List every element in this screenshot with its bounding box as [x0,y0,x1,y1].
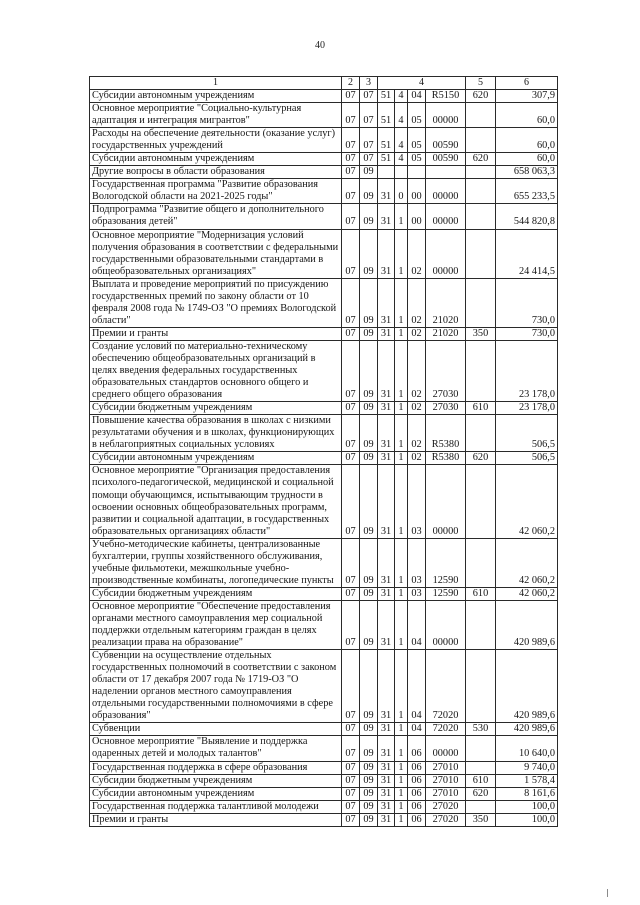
table-row [90,327,558,340]
row-code-cell: 02 [408,415,426,452]
row-code-cell: 31 [378,587,395,600]
row-code-cell: 1 [395,600,408,649]
header-col-1: 1 [90,77,342,90]
row-code-cell: 09 [360,204,378,229]
row-name-cell: Учебно-методические кабинеты, централизованные бухгалтерии, группы хозяйственного обслуживания, учебные фильмотеки, межшкольные учебно-производственные комбинаты, логопедические пункты [90,538,342,587]
table-row [90,128,558,153]
row-code-cell: 05 [408,103,426,128]
row-vr-cell: 530 [466,723,496,736]
row-name-cell: Государственная программа "Развитие образования Вологодской области на 2021-2025 годы" [90,179,342,204]
row-sum-cell: 100,0 [496,813,558,826]
row-name-cell: Повышение качества образования в школах с низкими результатами обучения и в школах, функционирующих в неблагоприятных социальных условиях [90,415,342,452]
row-code-cell: 1 [395,538,408,587]
row-name-cell: Подпрограмма "Развитие общего и дополнительного образования детей" [90,204,342,229]
row-code-cell: 51 [378,90,395,103]
row-name-cell: Другие вопросы в области образования [90,166,342,179]
row-code-cell: 07 [342,103,360,128]
table-row [90,452,558,465]
row-vr-cell: 350 [466,813,496,826]
row-code-cell: 07 [342,229,360,278]
row-code-cell: 07 [342,813,360,826]
row-code-cell: 31 [378,229,395,278]
scan-artifact-mark [607,889,608,897]
row-code-cell: 09 [360,340,378,401]
row-code-cell: 04 [408,90,426,103]
row-code-cell: 07 [342,153,360,166]
row-code-cell: 0 [395,179,408,204]
row-vr-cell [466,800,496,813]
row-code-cell: 1 [395,587,408,600]
row-sum-cell: 307,9 [496,90,558,103]
row-code-cell [378,166,395,179]
row-code-cell: 31 [378,813,395,826]
row-code-cell: 02 [408,452,426,465]
row-code-cell: 09 [360,402,378,415]
row-code-cell: 07 [342,587,360,600]
row-code-cell: 1 [395,774,408,787]
row-code-cell: 00590 [426,153,466,166]
row-code-cell: 02 [408,327,426,340]
table-row [90,787,558,800]
row-code-cell: 07 [342,340,360,401]
row-code-cell: 07 [360,103,378,128]
row-code-cell: 03 [408,538,426,587]
row-code-cell: 07 [342,452,360,465]
row-code-cell: 72020 [426,650,466,723]
table-row [90,179,558,204]
row-code-cell: 1 [395,465,408,538]
table-row [90,278,558,327]
row-code-cell: 21020 [426,278,466,327]
row-code-cell: 04 [408,600,426,649]
row-code-cell: 06 [408,787,426,800]
row-code-cell: 31 [378,402,395,415]
row-name-cell: Премии и гранты [90,327,342,340]
row-name-cell: Расходы на обеспечение деятельности (оказание услуг) государственных учреждений [90,128,342,153]
row-code-cell: 4 [395,103,408,128]
row-code-cell: 07 [360,90,378,103]
row-name-cell: Субвенции [90,723,342,736]
row-sum-cell: 655 233,5 [496,179,558,204]
row-code-cell: 00000 [426,103,466,128]
row-vr-cell [466,736,496,761]
row-name-cell: Субсидии бюджетным учреждениям [90,402,342,415]
row-code-cell: 21020 [426,327,466,340]
row-code-cell: 07 [360,128,378,153]
row-code-cell: 07 [342,179,360,204]
row-vr-cell [466,179,496,204]
row-code-cell: 05 [408,153,426,166]
row-vr-cell [466,166,496,179]
row-vr-cell: 610 [466,587,496,600]
row-code-cell: 07 [342,204,360,229]
row-code-cell: 09 [360,761,378,774]
row-code-cell: 05 [408,128,426,153]
row-code-cell: 00000 [426,204,466,229]
row-code-cell: 1 [395,650,408,723]
row-code-cell: 31 [378,761,395,774]
table-row [90,761,558,774]
row-code-cell: 31 [378,327,395,340]
row-sum-cell: 420 989,6 [496,600,558,649]
table-row [90,800,558,813]
row-code-cell: 07 [342,90,360,103]
row-code-cell: 51 [378,103,395,128]
row-code-cell: 00 [408,204,426,229]
row-code-cell: 27020 [426,813,466,826]
row-code-cell: 06 [408,774,426,787]
table-row [90,90,558,103]
row-code-cell: 09 [360,538,378,587]
header-col-2: 2 [342,77,360,90]
row-code-cell: 1 [395,402,408,415]
row-code-cell: 00000 [426,736,466,761]
row-code-cell: 06 [408,813,426,826]
row-code-cell: R5150 [426,90,466,103]
row-code-cell: 31 [378,179,395,204]
row-sum-cell: 100,0 [496,800,558,813]
row-code-cell: 07 [342,166,360,179]
header-col-6: 6 [496,77,558,90]
row-code-cell: 09 [360,415,378,452]
row-code-cell: 51 [378,128,395,153]
row-name-cell: Субсидии автономным учреждениям [90,452,342,465]
row-code-cell: 31 [378,787,395,800]
row-name-cell: Субсидии бюджетным учреждениям [90,774,342,787]
row-code-cell: 09 [360,452,378,465]
table-row [90,465,558,538]
row-code-cell: 1 [395,327,408,340]
row-code-cell: 07 [342,787,360,800]
row-code-cell: 27020 [426,800,466,813]
row-code-cell: 4 [395,128,408,153]
row-code-cell: 09 [360,774,378,787]
row-code-cell: 07 [342,723,360,736]
row-code-cell: 02 [408,229,426,278]
row-name-cell: Субсидии автономным учреждениям [90,787,342,800]
row-vr-cell [466,415,496,452]
row-sum-cell: 10 640,0 [496,736,558,761]
row-code-cell: 09 [360,179,378,204]
row-vr-cell [466,103,496,128]
row-sum-cell: 544 820,8 [496,204,558,229]
row-sum-cell: 24 414,5 [496,229,558,278]
table-row [90,229,558,278]
row-sum-cell: 730,0 [496,327,558,340]
row-code-cell [395,166,408,179]
row-code-cell: 1 [395,813,408,826]
table-row [90,538,558,587]
row-sum-cell: 60,0 [496,103,558,128]
budget-table [89,76,558,827]
row-vr-cell: 620 [466,153,496,166]
row-code-cell: 09 [360,166,378,179]
row-code-cell: 02 [408,402,426,415]
row-code-cell: 31 [378,452,395,465]
row-code-cell: 00590 [426,128,466,153]
row-code-cell: 07 [342,465,360,538]
row-code-cell: 27030 [426,402,466,415]
row-vr-cell [466,278,496,327]
row-code-cell: 09 [360,787,378,800]
table-row [90,736,558,761]
row-name-cell: Основное мероприятие "Обеспечение предоставления органами местного самоуправления мер социальной поддержки отдельным категориям граждан в целях реализации права на образование" [90,600,342,649]
row-code-cell: 31 [378,415,395,452]
row-vr-cell [466,229,496,278]
table-body [90,90,558,827]
table-row [90,402,558,415]
row-code-cell: 04 [408,650,426,723]
row-vr-cell [466,538,496,587]
row-code-cell: 09 [360,229,378,278]
row-code-cell: R5380 [426,415,466,452]
row-vr-cell: 610 [466,402,496,415]
row-vr-cell: 620 [466,90,496,103]
row-code-cell: 27030 [426,340,466,401]
table-row [90,774,558,787]
row-code-cell: 07 [342,774,360,787]
row-code-cell: 07 [342,736,360,761]
row-vr-cell [466,465,496,538]
row-code-cell: 07 [342,600,360,649]
row-code-cell: 07 [342,650,360,723]
row-code-cell: 07 [342,538,360,587]
row-code-cell: 07 [360,153,378,166]
row-code-cell: 09 [360,278,378,327]
row-code-cell: 31 [378,278,395,327]
table-row [90,204,558,229]
row-name-cell: Государственная поддержка в сфере образования [90,761,342,774]
row-code-cell: 09 [360,736,378,761]
row-code-cell: 27010 [426,761,466,774]
row-code-cell: 07 [342,128,360,153]
row-code-cell: 07 [342,761,360,774]
row-code-cell: 09 [360,650,378,723]
row-code-cell: 31 [378,600,395,649]
table-row [90,600,558,649]
table-row [90,153,558,166]
table-row [90,103,558,128]
row-sum-cell: 60,0 [496,128,558,153]
row-code-cell: 1 [395,736,408,761]
row-name-cell: Основное мероприятие "Выявление и поддержка одаренных детей и молодых талантов" [90,736,342,761]
row-vr-cell: 620 [466,787,496,800]
table-row [90,723,558,736]
row-sum-cell: 1 578,4 [496,774,558,787]
page-number: 40 [315,40,325,51]
row-code-cell: 31 [378,650,395,723]
row-code-cell: 07 [342,800,360,813]
row-code-cell: 31 [378,538,395,587]
row-sum-cell: 9 740,0 [496,761,558,774]
row-vr-cell [466,340,496,401]
row-vr-cell [466,650,496,723]
row-name-cell: Субсидии бюджетным учреждениям [90,587,342,600]
row-code-cell: 1 [395,204,408,229]
row-code-cell: 1 [395,415,408,452]
row-name-cell: Основное мероприятие "Модернизация условий получения образования в соответствии с федеральными государственными образовательными стандартами в общеобразовательных организациях" [90,229,342,278]
row-vr-cell [466,204,496,229]
row-vr-cell: 620 [466,452,496,465]
row-code-cell: 09 [360,600,378,649]
row-code-cell: 72020 [426,723,466,736]
row-code-cell: 09 [360,800,378,813]
table-header-row [90,77,558,90]
row-sum-cell: 23 178,0 [496,402,558,415]
row-code-cell: 00000 [426,600,466,649]
header-col-4: 4 [378,77,466,90]
row-sum-cell: 420 989,6 [496,723,558,736]
row-code-cell: 03 [408,465,426,538]
row-code-cell: 31 [378,465,395,538]
row-name-cell: Государственная поддержка талантливой молодежи [90,800,342,813]
row-name-cell: Субсидии автономным учреждениям [90,153,342,166]
row-sum-cell: 420 989,6 [496,650,558,723]
row-name-cell: Субвенции на осуществление отдельных государственных полномочий в соответствии с законом области от 17 декабря 2007 года № 1719-ОЗ "О наделении органов местного самоуправления отдельными государственными полномочиями в сфере образования" [90,650,342,723]
row-sum-cell: 23 178,0 [496,340,558,401]
row-code-cell: 31 [378,723,395,736]
row-code-cell: 31 [378,774,395,787]
row-code-cell: 00 [408,179,426,204]
row-code-cell: R5380 [426,452,466,465]
row-code-cell: 07 [342,415,360,452]
row-code-cell: 31 [378,736,395,761]
row-code-cell: 06 [408,736,426,761]
row-sum-cell: 42 060,2 [496,465,558,538]
row-code-cell: 1 [395,723,408,736]
table-row [90,415,558,452]
row-code-cell: 09 [360,813,378,826]
table-row [90,650,558,723]
row-code-cell: 12590 [426,538,466,587]
row-code-cell: 09 [360,327,378,340]
row-code-cell [408,166,426,179]
row-code-cell: 1 [395,800,408,813]
row-sum-cell: 506,5 [496,452,558,465]
row-vr-cell [466,600,496,649]
row-code-cell: 00000 [426,179,466,204]
row-code-cell: 1 [395,340,408,401]
row-code-cell: 00000 [426,229,466,278]
header-col-3: 3 [360,77,378,90]
row-code-cell: 4 [395,90,408,103]
row-name-cell: Премии и гранты [90,813,342,826]
row-code-cell: 31 [378,204,395,229]
row-code-cell: 07 [342,327,360,340]
row-vr-cell [466,761,496,774]
row-code-cell: 06 [408,800,426,813]
row-code-cell: 1 [395,787,408,800]
row-sum-cell: 8 161,6 [496,787,558,800]
row-code-cell: 09 [360,465,378,538]
row-sum-cell: 42 060,2 [496,587,558,600]
table-row [90,813,558,826]
row-sum-cell: 658 063,3 [496,166,558,179]
row-code-cell: 02 [408,340,426,401]
row-code-cell: 12590 [426,587,466,600]
row-code-cell: 07 [342,278,360,327]
row-vr-cell: 350 [466,327,496,340]
header-col-5: 5 [466,77,496,90]
row-sum-cell: 60,0 [496,153,558,166]
row-code-cell: 31 [378,340,395,401]
row-name-cell: Создание условий по материально-техническому обеспечению общеобразовательных организаций в целях введения федеральных государственных образовательных стандартов основного общего и среднего общего образования [90,340,342,401]
row-vr-cell: 610 [466,774,496,787]
row-code-cell: 07 [342,402,360,415]
row-code-cell: 09 [360,723,378,736]
table-row [90,340,558,401]
row-code-cell: 06 [408,761,426,774]
row-name-cell: Основное мероприятие "Социально-культурная адаптация и интеграция мигрантов" [90,103,342,128]
row-sum-cell: 506,5 [496,415,558,452]
row-code-cell: 4 [395,153,408,166]
row-sum-cell: 42 060,2 [496,538,558,587]
row-code-cell: 1 [395,278,408,327]
row-code-cell: 51 [378,153,395,166]
row-name-cell: Выплата и проведение мероприятий по присуждению государственных премий по закону области от 10 февраля 2008 года № 1749-ОЗ "О премиях Вологодской области" [90,278,342,327]
row-code-cell: 1 [395,761,408,774]
row-code-cell: 27010 [426,774,466,787]
row-code-cell: 1 [395,452,408,465]
row-sum-cell: 730,0 [496,278,558,327]
row-vr-cell [466,128,496,153]
row-code-cell: 31 [378,800,395,813]
row-code-cell: 02 [408,278,426,327]
row-code-cell: 00000 [426,465,466,538]
table-row [90,587,558,600]
row-code-cell: 03 [408,587,426,600]
row-code-cell: 1 [395,229,408,278]
row-name-cell: Субсидии автономным учреждениям [90,90,342,103]
row-code-cell: 04 [408,723,426,736]
row-code-cell: 09 [360,587,378,600]
row-code-cell [426,166,466,179]
table-row [90,166,558,179]
row-name-cell: Основное мероприятие "Организация предоставления психолого-педагогической, медицинской и социальной помощи обучающимся, испытывающим трудности в освоении основных общеобразовательных программ, развитии и социальной адаптации, в государственных образовательных организациях области" [90,465,342,538]
row-code-cell: 27010 [426,787,466,800]
